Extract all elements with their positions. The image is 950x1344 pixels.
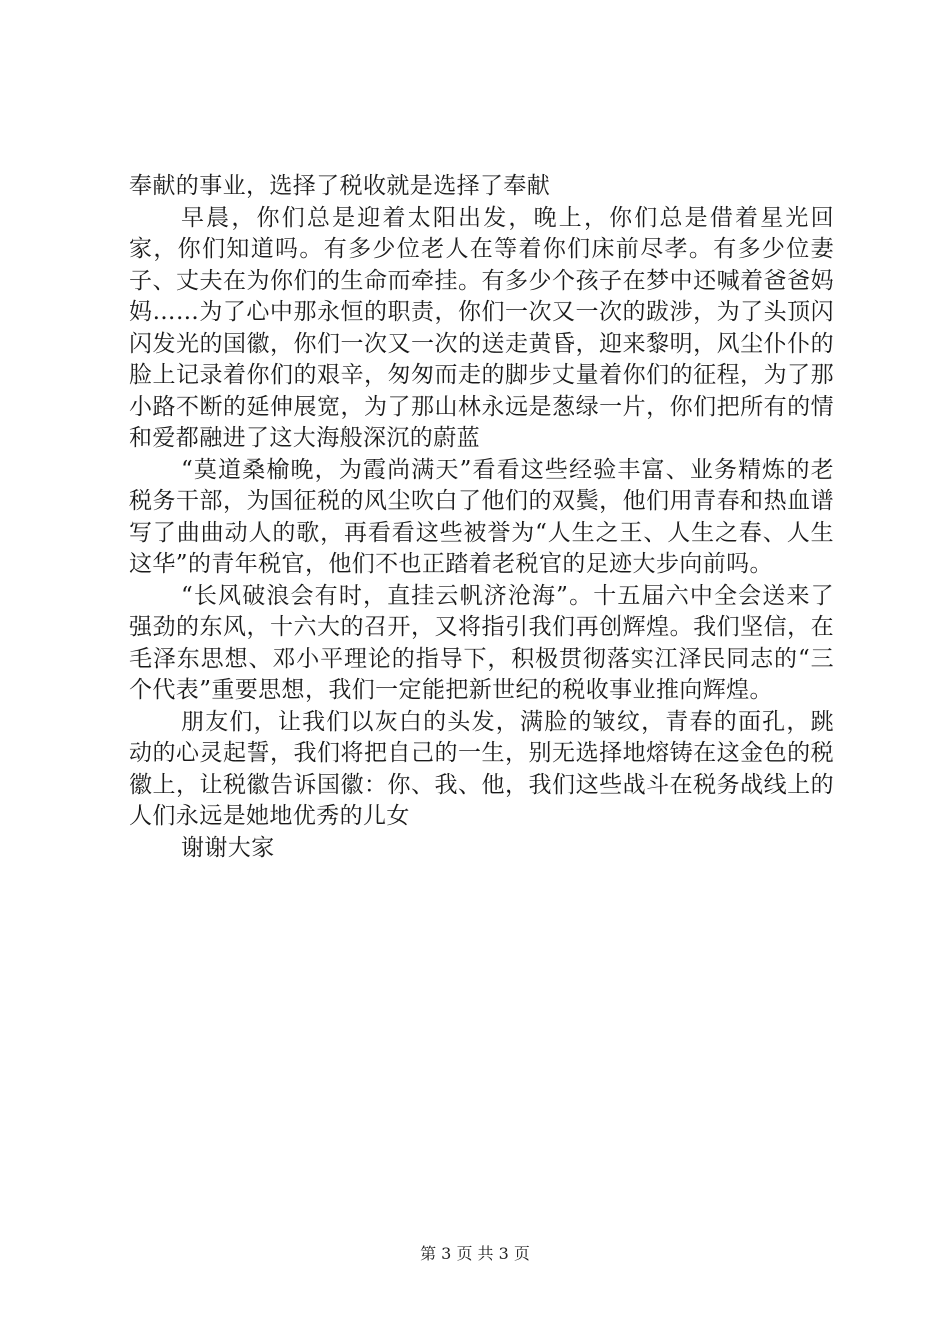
paragraph: “长风破浪会有时，直挂云帆济沧海”。十五届六中全会送来了强劲的东风，十六大的召开，又将指引我们再创辉煌。我们坚信，在毛泽东思想、邓小平理论的指导下，积极贯彻落实江泽民同志的“三个代表”重要思想，我们一定能把新世纪的税收事业推向辉煌。 [129, 582, 834, 703]
paragraph: 朋友们，让我们以灰白的头发，满脸的皱纹，青春的面孔，跳动的心灵起誓，我们将把自己的一生，别无选择地熔铸在这金色的税徽上，让税徽告诉国徽：你、我、他，我们这些战斗在税务战线上的人们永远是她地优秀的儿女 [129, 708, 834, 829]
paragraph: 早晨，你们总是迎着太阳出发，晚上，你们总是借着星光回家，你们知道吗。有多少位老人在等着你们床前尽孝。有多少位妻子、丈夫在为你们的生命而牵挂。有多少个孩子在梦中还喊着爸爸妈妈……为了心中那永恒的职责，你们一次又一次的跋涉，为了头顶闪闪发光的国徽，你们一次又一次的送走黄昏，迎来黎明，风尘仆仆的脸上记录着你们的艰辛，匆匆而走的脚步丈量着你们的征程，为了那小路不断的延伸展宽，为了那山林永远是葱绿一片，你们把所有的情和爱都融进了这大海般深沉的蔚蓝 [129, 204, 834, 451]
page-number-footer: 第 3 页 共 3 页 [420, 1244, 530, 1263]
document-body [129, 171, 834, 864]
paragraph: “莫道桑榆晚，为霞尚满天”看看这些经验丰富、业务精炼的老税务干部，为国征税的风尘吹白了他们的双鬓，他们用青春和热血谱写了曲曲动人的歌，再看看这些被誉为“人生之王、人生之春、人生这华”的青年税官，他们不也正踏着老税官的足迹大步向前吗。 [129, 456, 834, 577]
paragraph: 奉献的事业，选择了税收就是选择了奉献 [129, 173, 551, 199]
closing-line: 谢谢大家 [181, 834, 275, 861]
